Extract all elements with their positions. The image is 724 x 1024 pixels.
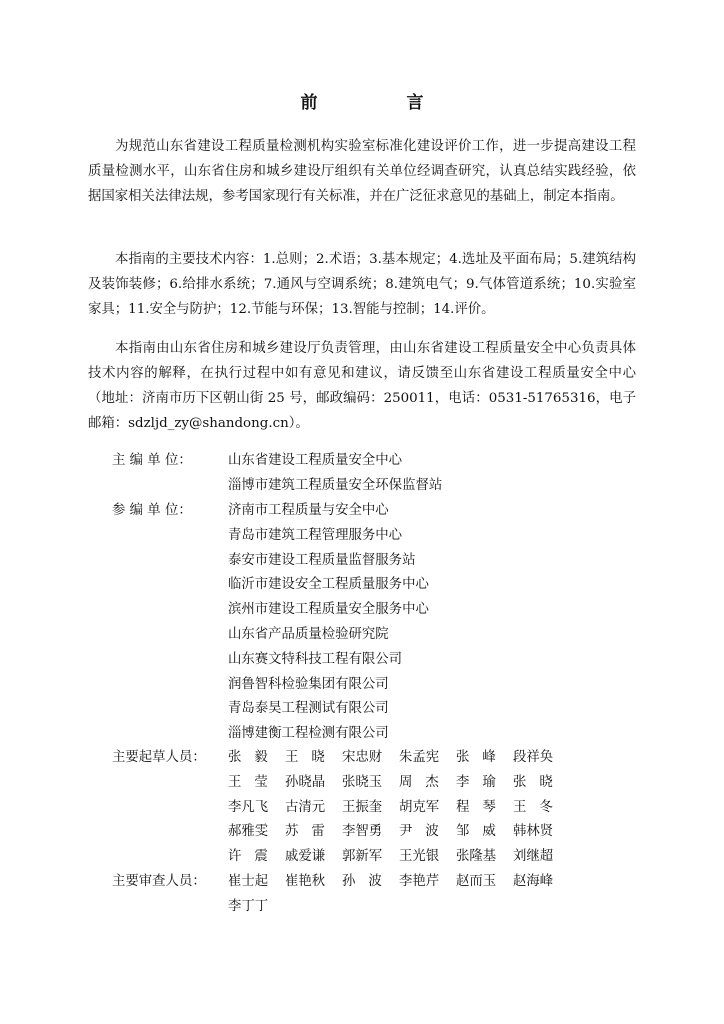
reviewers-list	[228, 870, 628, 920]
list-item: 淄博市建筑工程质量安全环保监督站	[228, 477, 443, 493]
person-name: 赵而玉	[456, 874, 497, 889]
person-name: 韩林贤	[513, 824, 554, 840]
page-title: 前 言	[300, 93, 460, 113]
person-name: 王晓	[285, 750, 338, 765]
paragraph-management: 本指南由山东省住房和城乡建设厅负责管理，由山东省建设工程质量安全中心负责具体技术内容的解释，在执行过程中如有意见和建议，请反馈至山东省建设工程质量安全中心（地址：济南市历下区朝山街 25 号，邮政编码：250011，电话：0531-51765316，电子邮箱：sdzljd_zy@shandong.cn）。	[88, 341, 636, 431]
person-name: 王莹	[228, 774, 281, 790]
person-name: 戚爱谦	[285, 849, 326, 865]
person-name: 王冬	[513, 799, 566, 815]
person-name: 张峰	[456, 750, 509, 765]
person-name: 朱孟宪	[399, 750, 440, 765]
chief-units-list	[228, 449, 628, 499]
paragraph-purpose: 为规范山东省建设工程质量检测机构实验室标准化建设评价工作，进一步提高建设工程质量检测水平，山东省住房和城乡建设厅组织有关单位经调查研究，认真总结实践经验，依据国家相关法律法规，参考国家现行有关标准，并在广泛征求意见的基础上，制定本指南。	[88, 139, 636, 204]
person-name: 李智勇	[342, 824, 383, 840]
participating-units-list	[228, 499, 628, 747]
list-item: 山东赛文特科技工程有限公司	[228, 651, 403, 667]
reviewers-label: 主要审查人员：	[112, 874, 206, 889]
person-name: 张晓	[513, 774, 566, 790]
drafters-label: 主要起草人员：	[112, 750, 206, 765]
list-item: 青岛市建筑工程管理服务中心	[228, 527, 403, 543]
person-name: 李丁丁	[228, 898, 269, 914]
person-name: 宋忠财	[342, 750, 383, 765]
name-row	[228, 796, 628, 821]
list-item: 泰安市建设工程质量监督服务站	[228, 552, 416, 568]
person-name: 李凡飞	[228, 799, 269, 815]
person-name: 孙晓晶	[285, 774, 326, 790]
person-name: 邹威	[456, 824, 509, 840]
participating-units-label: 参 编 单 位：	[112, 503, 192, 518]
person-name: 李艳芹	[399, 874, 440, 889]
person-name: 尹波	[399, 824, 452, 840]
person-name: 王光银	[399, 849, 440, 865]
list-item: 青岛泰昊工程测试有限公司	[228, 701, 389, 717]
person-name: 段祥奂	[513, 750, 554, 765]
name-row	[228, 771, 628, 796]
name-row	[228, 845, 628, 870]
person-name: 许震	[228, 849, 281, 865]
person-name: 苏雷	[285, 824, 338, 840]
name-row	[228, 820, 628, 845]
person-name: 程琴	[456, 799, 509, 815]
list-item: 临沂市建设安全工程质量服务中心	[228, 577, 429, 593]
person-name: 张隆基	[456, 849, 497, 865]
person-name: 张晓玉	[342, 774, 383, 790]
list-item: 润鲁智科检验集团有限公司	[228, 676, 389, 692]
person-name: 孙波	[342, 874, 395, 889]
paragraph-contents: 本指南的主要技术内容：1.总则；2.术语；3.基本规定；4.选址及平面布局；5.建筑结构及装饰装修；6.给排水系统；7.通风与空调系统；8.建筑电气；9.气体管道系统；10.实验室家具；11.安全与防护；12.节能与环保；13.智能与控制；14.评价。	[88, 252, 636, 317]
name-row	[228, 746, 628, 771]
list-item: 山东省建设工程质量安全中心	[228, 453, 403, 468]
person-name: 胡克军	[399, 799, 440, 815]
person-name: 崔士起	[228, 874, 269, 889]
drafters-list	[228, 746, 628, 870]
list-item: 济南市工程质量与安全中心	[228, 503, 389, 518]
name-row	[228, 870, 628, 895]
chief-units-label: 主 编 单 位：	[112, 453, 192, 468]
person-name: 李瑜	[456, 774, 509, 790]
name-row	[228, 895, 628, 920]
person-name: 张毅	[228, 750, 281, 765]
person-name: 赵海峰	[513, 874, 554, 889]
person-name: 古清元	[285, 799, 326, 815]
person-name: 郝雅雯	[228, 824, 269, 840]
person-name: 王振奎	[342, 799, 383, 815]
list-item: 山东省产品质量检验研究院	[228, 626, 389, 642]
person-name: 崔艳秋	[285, 874, 326, 889]
person-name: 周杰	[399, 774, 452, 790]
list-item: 淄博建衡工程检测有限公司	[228, 726, 389, 742]
person-name: 刘继超	[513, 849, 554, 865]
list-item: 滨州市建设工程质量安全服务中心	[228, 602, 429, 618]
person-name: 郭新军	[342, 849, 383, 865]
